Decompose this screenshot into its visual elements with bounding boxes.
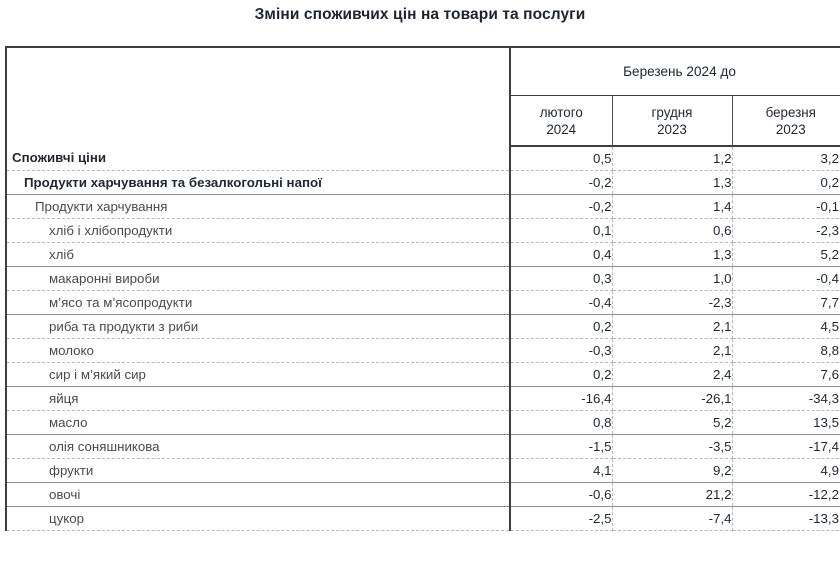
row-value-col1: -0,2 xyxy=(510,170,612,194)
row-value-col3: 0,2 xyxy=(732,170,840,194)
row-value-col2: -7,4 xyxy=(612,506,732,530)
row-label: фрукти xyxy=(49,462,94,478)
row-value-col1: -0,2 xyxy=(510,194,612,218)
row-label-cell xyxy=(7,362,510,386)
row-value-col2: 1,3 xyxy=(612,242,732,266)
row-label-cell xyxy=(7,218,510,242)
row-value-col3: 3,2 xyxy=(732,146,840,170)
row-value-col1: 0,4 xyxy=(510,242,612,266)
price-change-table xyxy=(7,48,840,531)
row-label-cell xyxy=(7,290,510,314)
row-value-col1: -1,5 xyxy=(510,434,612,458)
header-column-3 xyxy=(732,96,840,147)
table-row xyxy=(7,338,840,362)
table-row xyxy=(7,290,840,314)
row-value-col1: -0,4 xyxy=(510,290,612,314)
header-column-1 xyxy=(510,96,612,147)
header-column-2 xyxy=(612,96,732,147)
row-value-col1: 0,2 xyxy=(510,314,612,338)
row-value-col2: -3,5 xyxy=(612,434,732,458)
header-column-1-line1: лютого xyxy=(539,104,583,120)
header-column-1-line2: 2024 xyxy=(546,121,577,137)
row-value-col3: -17,4 xyxy=(732,434,840,458)
row-label: Продукти харчування та безалкогольні напої xyxy=(24,174,322,190)
row-label: молоко xyxy=(49,342,94,358)
row-value-col2: 1,2 xyxy=(612,146,732,170)
row-label: хліб xyxy=(49,246,74,262)
row-value-col1: 0,2 xyxy=(510,362,612,386)
row-value-col3: -0,4 xyxy=(732,266,840,290)
row-value-col2: 1,0 xyxy=(612,266,732,290)
row-label: макаронні вироби xyxy=(49,270,160,286)
row-label: хліб і хлібопродукти xyxy=(49,222,173,238)
table-head xyxy=(7,48,840,146)
row-value-col3: -2,3 xyxy=(732,218,840,242)
row-label-cell xyxy=(7,506,510,530)
row-label: Споживчі ціни xyxy=(12,150,107,166)
table-row xyxy=(7,218,840,242)
row-value-col3: 7,6 xyxy=(732,362,840,386)
row-value-col3: 8,8 xyxy=(732,338,840,362)
row-label-cell xyxy=(7,434,510,458)
table-row xyxy=(7,266,840,290)
row-value-col3: 5,2 xyxy=(732,242,840,266)
table-row xyxy=(7,170,840,194)
header-column-3-line2: 2023 xyxy=(775,121,806,137)
row-label: масло xyxy=(49,414,88,430)
row-label-cell xyxy=(7,482,510,506)
row-value-col2: 1,4 xyxy=(612,194,732,218)
row-label: цукор xyxy=(49,510,85,526)
row-label-cell xyxy=(7,458,510,482)
row-label: яйця xyxy=(49,390,79,406)
row-label-cell xyxy=(7,146,510,170)
row-label: м’ясо та м’ясопродукти xyxy=(49,294,193,310)
row-value-col2: 0,6 xyxy=(612,218,732,242)
row-value-col2: -2,3 xyxy=(612,290,732,314)
row-value-col3: 7,7 xyxy=(732,290,840,314)
table-row xyxy=(7,314,840,338)
row-value-col3: 13,5 xyxy=(732,410,840,434)
row-value-col1: 0,8 xyxy=(510,410,612,434)
page-title: Зміни споживчих цін на товари та послуги xyxy=(254,6,586,23)
table-head-row-span xyxy=(7,48,840,96)
row-label-cell xyxy=(7,338,510,362)
table-row xyxy=(7,242,840,266)
row-label: олія соняшникова xyxy=(49,438,160,454)
header-corner-cell xyxy=(7,48,510,146)
table-body xyxy=(7,146,840,530)
table-row xyxy=(7,194,840,218)
row-value-col1: -0,6 xyxy=(510,482,612,506)
row-value-col3: 4,5 xyxy=(732,314,840,338)
row-label: Продукти харчування xyxy=(35,198,168,214)
row-value-col3: -12,2 xyxy=(732,482,840,506)
table-row xyxy=(7,386,840,410)
row-value-col2: 2,1 xyxy=(612,338,732,362)
row-value-col2: 2,4 xyxy=(612,362,732,386)
table-row xyxy=(7,482,840,506)
price-change-table-wrapper xyxy=(5,46,840,531)
header-group-label: Березень 2024 до xyxy=(510,48,840,96)
table-row xyxy=(7,146,840,170)
table-row xyxy=(7,458,840,482)
table-row xyxy=(7,410,840,434)
row-label-cell xyxy=(7,170,510,194)
row-value-col3: -34,3 xyxy=(732,386,840,410)
table-row xyxy=(7,506,840,530)
row-value-col3: -0,1 xyxy=(732,194,840,218)
header-column-2-line2: 2023 xyxy=(657,121,687,137)
table-row xyxy=(7,434,840,458)
row-value-col2: 5,2 xyxy=(612,410,732,434)
row-value-col1: 4,1 xyxy=(510,458,612,482)
row-label-cell xyxy=(7,410,510,434)
row-label: сир і м’який сир xyxy=(49,366,146,382)
row-value-col2: 9,2 xyxy=(612,458,732,482)
row-value-col1: 0,3 xyxy=(510,266,612,290)
row-label-cell xyxy=(7,314,510,338)
row-label: риба та продукти з риби xyxy=(49,318,199,334)
row-value-col3: 4,9 xyxy=(732,458,840,482)
row-value-col2: 2,1 xyxy=(612,314,732,338)
row-value-col3: -13,3 xyxy=(732,506,840,530)
row-value-col2: -26,1 xyxy=(612,386,732,410)
row-value-col1: -0,3 xyxy=(510,338,612,362)
row-label-cell xyxy=(7,266,510,290)
row-value-col1: 0,1 xyxy=(510,218,612,242)
row-value-col1: 0,5 xyxy=(510,146,612,170)
header-column-2-line1: грудня xyxy=(651,104,693,120)
row-label: овочі xyxy=(49,486,81,502)
row-value-col2: 1,3 xyxy=(612,170,732,194)
row-value-col1: -2,5 xyxy=(510,506,612,530)
row-value-col1: -16,4 xyxy=(510,386,612,410)
header-column-3-line1: березня xyxy=(765,104,816,120)
row-value-col2: 21,2 xyxy=(612,482,732,506)
row-label-cell xyxy=(7,386,510,410)
table-row xyxy=(7,362,840,386)
row-label-cell xyxy=(7,194,510,218)
row-label-cell xyxy=(7,242,510,266)
